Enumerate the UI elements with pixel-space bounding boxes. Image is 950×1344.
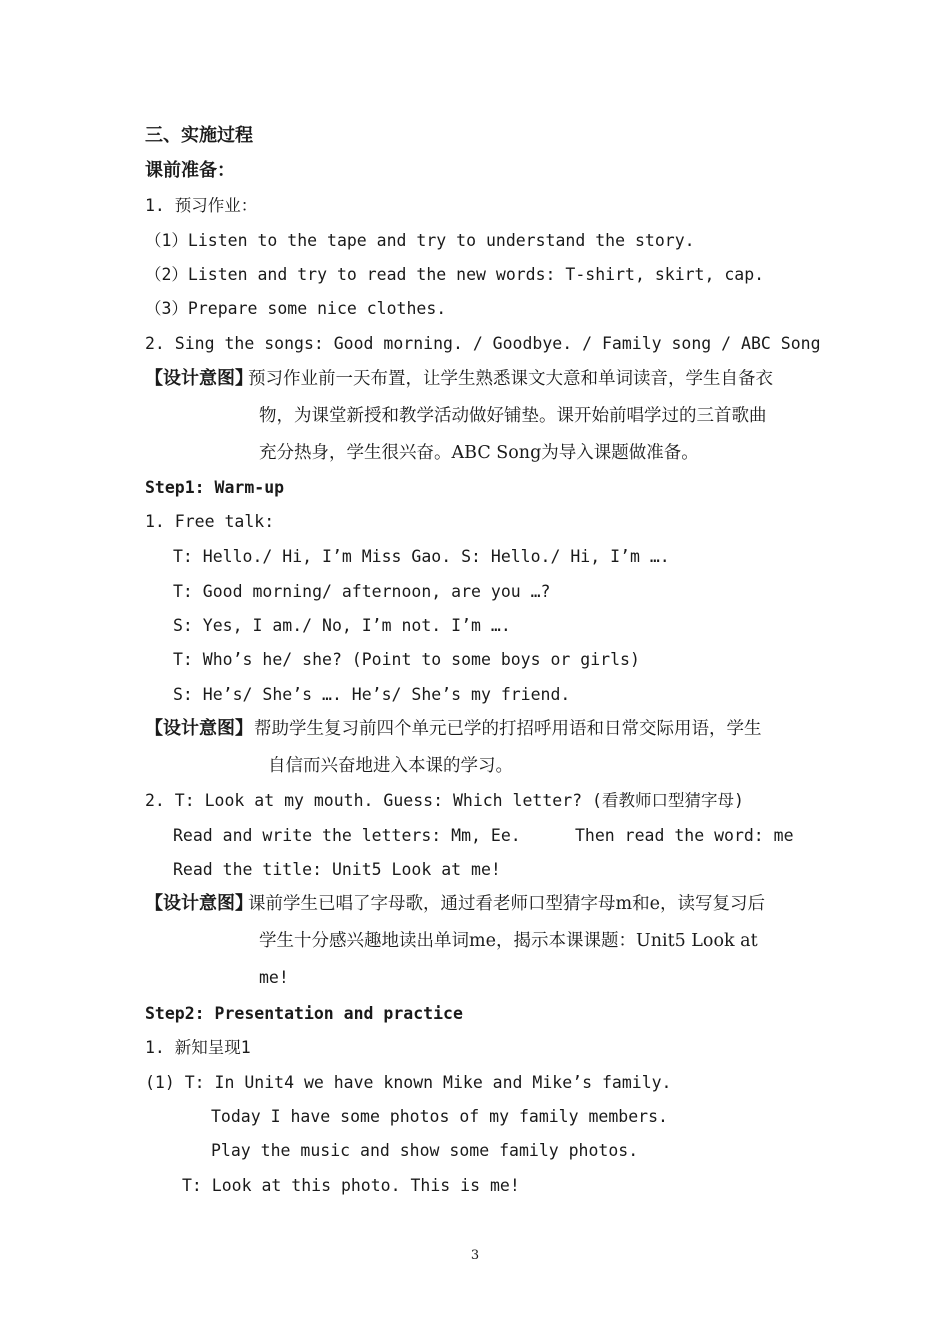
dialogue-line-3: S: Yes, I am./ No, I’m not. I’m ….: [173, 616, 511, 635]
step2-item-1: 1. 新知呈现1: [145, 1038, 251, 1057]
prep-item-1: 1. 预习作业：: [145, 196, 258, 215]
design-intent-label-3: 【设计意图】: [145, 893, 253, 914]
design-intent-text-1a: 预习作业前一天布置，让学生熟悉课文大意和单词读音，学生自备衣: [248, 369, 773, 389]
prep-item-2: 2. Sing the songs: Good morning. / Goodbye. / Family song / ABC Song: [145, 334, 821, 353]
section-title: 三、实施过程: [145, 125, 253, 146]
letters-line: Read and write the letters: Mm, Ee.: [173, 826, 521, 845]
prep-title: 课前准备：: [145, 160, 235, 181]
design-intent-text-2a: 帮助学生复习前四个单元已学的打招呼用语和日常交际用语，学生: [254, 719, 762, 739]
prep-sub-3: （3）Prepare some nice clothes.: [145, 299, 447, 318]
design-intent-text-3a: 课前学生已唱了字母歌，通过看老师口型猜字母m和e，读写复习后: [248, 894, 765, 914]
step2-sub-3: Play the music and show some family photos.: [211, 1141, 639, 1160]
design-intent-text-1b: 物，为课堂新授和教学活动做好铺垫。课开始前唱学过的三首歌曲: [259, 406, 767, 426]
dialogue-line-1: T: Hello./ Hi, I’m Miss Gao. S: Hello./ Hi, I’m ….: [173, 547, 670, 566]
page-number: 3: [470, 1248, 480, 1263]
step2-title: Step2: Presentation and practice: [145, 1004, 463, 1023]
step2-sub-4: T: Look at this photo. This is me!: [182, 1176, 520, 1195]
step1-title: Step1: Warm-up: [145, 478, 285, 497]
prep-sub-2: （2）Listen and try to read the new words: T-shirt, skirt, cap.: [145, 265, 765, 284]
dialogue-line-2: T: Good morning/ afternoon, are you …?: [173, 582, 551, 601]
design-intent-text-1c: 充分热身，学生很兴奋。ABC Song为导入课题做准备。: [259, 443, 699, 463]
design-intent-label-1: 【设计意图】: [145, 368, 253, 389]
step1-item-2: 2. T: Look at my mouth. Guess: Which letter? (看教师口型猜字母): [145, 791, 744, 810]
prep-sub-1: （1）Listen to the tape and try to understand the story.: [145, 231, 695, 250]
design-intent-text-2b: 自信而兴奋地进入本课的学习。: [268, 756, 513, 776]
dialogue-line-5: S: He’s/ She’s …. He’s/ She’s my friend.: [173, 685, 571, 704]
word-line: Then read the word: me: [575, 826, 794, 845]
design-intent-text-3c: me!: [259, 968, 289, 987]
step2-sub-1: (1) T: In Unit4 we have known Mike and Mike’s family.: [145, 1073, 672, 1092]
design-intent-label-2: 【设计意图】: [145, 718, 253, 739]
design-intent-text-3b: 学生十分感兴趣地读出单词me，揭示本课课题：Unit5 Look at: [259, 931, 758, 951]
step1-item-1: 1. Free talk:: [145, 512, 275, 531]
step2-sub-2: Today I have some photos of my family members.: [211, 1107, 668, 1126]
dialogue-line-4: T: Who’s he/ she? (Point to some boys or girls): [173, 650, 640, 669]
title-line: Read the title: Unit5 Look at me!: [173, 860, 501, 879]
